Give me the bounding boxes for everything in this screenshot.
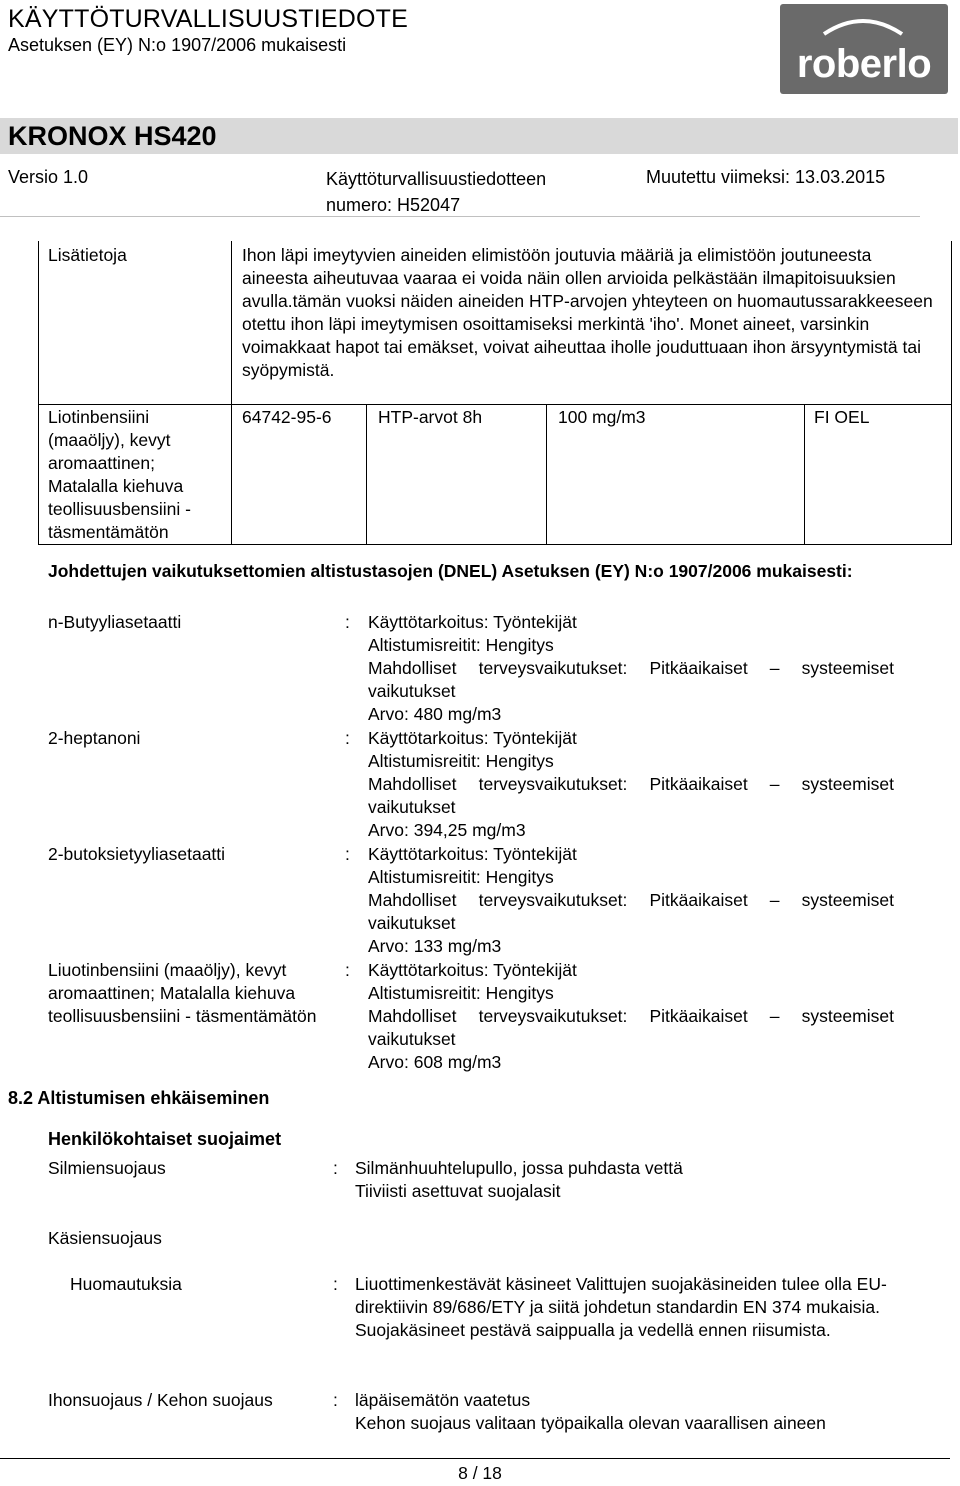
dnel-effects-word: – — [769, 890, 780, 910]
dnel-use-line: Käyttötarkoitus: Työntekijät — [368, 960, 577, 980]
dnel-effects-line — [368, 889, 894, 912]
row2-label: Liotinbensiini (maaöljy), kevyt aromaattinen; Matalalla kiehuva teollisuusbensiini - täsmentämätön — [48, 407, 191, 542]
hand-protection-label: Käsiensuojaus — [48, 1228, 162, 1248]
dnel-effects-word: – — [769, 774, 780, 794]
dnel-value: Arvo: 133 mg/m3 — [368, 936, 502, 956]
table-border-bottom — [38, 544, 952, 545]
dnel-entry-details — [368, 727, 928, 842]
row2-source: FI OEL — [814, 407, 870, 427]
dnel-effects-word: terveysvaikutukset: — [478, 774, 628, 794]
dnel-effects-word: Pitkäaikaiset — [649, 890, 748, 910]
dnel-use-line: Käyttötarkoitus: Työntekijät — [368, 728, 577, 748]
skin-protection-line2: Kehon suojaus valitaan työpaikalla olevan vaarallisen aineen — [355, 1413, 826, 1433]
doc-number — [326, 166, 626, 218]
dnel-use-line: Käyttötarkoitus: Työntekijät — [368, 844, 577, 864]
dnel-substance-name: Liuotinbensiini (maaöljy), kevyt aromaattinen; Matalalla kiehuva teollisuusbensiini - täsmentämätön — [48, 960, 317, 1026]
dnel-colon: : — [345, 612, 350, 632]
dnel-route-line: Altistumisreitit: Hengitys — [368, 867, 554, 887]
eye-protection-line2: Tiiviisti asettuvat suojalasit — [355, 1181, 561, 1201]
skin-protection-colon: : — [333, 1390, 338, 1410]
dnel-effects-line — [368, 773, 894, 796]
dnel-effects-word: terveysvaikutukset: — [478, 890, 628, 910]
dnel-substance-name: n-Butyyliasetaatti — [48, 612, 182, 632]
logo-mark-icon — [820, 14, 906, 38]
remarks-colon: : — [333, 1274, 338, 1294]
doc-number-line2: numero: H52047 — [326, 195, 461, 215]
skin-protection-value — [355, 1389, 935, 1435]
dnel-effects-line — [368, 657, 894, 680]
dnel-effects-tail: vaikutukset — [368, 913, 456, 933]
row1-label: Lisätietoja — [48, 245, 127, 265]
dnel-effects-word: Pitkäaikaiset — [649, 658, 748, 678]
logo-text: roberlo — [796, 42, 932, 86]
document-subtitle: Asetuksen (EY) N:o 1907/2006 mukaisesti — [8, 35, 347, 55]
dnel-substance-name: 2-butoksietyyliasetaatti — [48, 844, 226, 864]
dnel-effects-word: Mahdolliset — [368, 774, 457, 794]
remarks-text: Liuottimenkestävät käsineet Valittujen suojakäsineiden tulee olla EU-direktiivin 89/686/ETY ja siitä johdetun standardin EN 374 mukaisia. Suojakäsineet pestävä saippualla ja vedellä ennen riisumista. — [355, 1274, 887, 1340]
eye-protection-label: Silmiensuojaus — [48, 1158, 166, 1178]
footer-divider — [0, 1458, 950, 1459]
dnel-entry-details — [368, 611, 928, 726]
row1-text: Ihon läpi imeytyvien aineiden elimistöön joutuvia määriä ja elimistöön joutuneesta aineesta aiheutuvaa vaaraa ei voida näin ollen arvioida pelkästään ilmapitoisuuksien avulla.tämän vuoksi näiden aineiden HTP-arvojen yhteyteen on huomautussarakkeeseen otettu ihon läpi imeytymisen osoittamiseksi merkintä 'iho'. Monet aineet, varsinkin voimakkaat hapot tai emäkset, voivat aiheuttaa iholle jouduttuaan ihon ärsyyntymistä tai syöpymistä. — [242, 245, 933, 380]
dnel-use-line: Käyttötarkoitus: Työntekijät — [368, 612, 577, 632]
dnel-effects-word: systeemiset — [801, 1006, 894, 1026]
eye-protection-value — [355, 1157, 915, 1203]
dnel-heading: Johdettujen vaikutuksettomien altistustasojen (DNEL) Asetuksen (EY) N:o 1907/2006 mukaisesti: — [48, 561, 853, 581]
revision-date: Muutettu viimeksi: 13.03.2015 — [646, 167, 886, 187]
dnel-effects-word: systeemiset — [801, 774, 894, 794]
dnel-effects-line — [368, 1005, 894, 1028]
dnel-value: Arvo: 608 mg/m3 — [368, 1052, 502, 1072]
dnel-effects-tail: vaikutukset — [368, 1029, 456, 1049]
table-border-left — [38, 241, 39, 545]
dnel-route-line: Altistumisreitit: Hengitys — [368, 983, 554, 1003]
dnel-value: Arvo: 394,25 mg/m3 — [368, 820, 526, 840]
dnel-effects-tail: vaikutukset — [368, 797, 456, 817]
dnel-effects-word: systeemiset — [801, 658, 894, 678]
ppe-heading: Henkilökohtaiset suojaimet — [48, 1129, 282, 1149]
doc-number-line1: Käyttöturvallisuustiedotteen — [326, 169, 547, 189]
roberlo-logo — [780, 4, 948, 94]
dnel-colon: : — [345, 844, 350, 864]
dnel-effects-word: systeemiset — [801, 890, 894, 910]
product-name: KRONOX HS420 — [8, 121, 217, 151]
table-col-divider-3 — [804, 404, 805, 544]
dnel-substance-name: 2-heptanoni — [48, 728, 141, 748]
section-heading-8-2: 8.2 Altistumisen ehkäiseminen — [8, 1088, 270, 1108]
remarks-label: Huomautuksia — [70, 1274, 182, 1294]
table-divider-label — [231, 241, 232, 545]
page-number: 8 / 18 — [458, 1463, 502, 1483]
dnel-entry-details — [368, 843, 928, 958]
dnel-route-line: Altistumisreitit: Hengitys — [368, 751, 554, 771]
dnel-effects-word: Mahdolliset — [368, 1006, 457, 1026]
table-row-divider — [38, 404, 952, 405]
dnel-effects-word: Pitkäaikaiset — [649, 1006, 748, 1026]
version-label: Versio 1.0 — [8, 167, 89, 187]
dnel-effects-word: terveysvaikutukset: — [478, 1006, 628, 1026]
dnel-entry-details — [368, 959, 928, 1074]
dnel-effects-word: – — [769, 658, 780, 678]
dnel-route-line: Altistumisreitit: Hengitys — [368, 635, 554, 655]
table-col-divider-1 — [366, 404, 367, 544]
dnel-effects-word: Mahdolliset — [368, 890, 457, 910]
dnel-effects-word: Pitkäaikaiset — [649, 774, 748, 794]
eye-protection-colon: : — [333, 1158, 338, 1178]
dnel-effects-word: terveysvaikutukset: — [478, 658, 628, 678]
eye-protection-line1: Silmänhuuhtelupullo, jossa puhdasta vettä — [355, 1158, 683, 1178]
header-divider — [0, 216, 920, 217]
row2-value: 100 mg/m3 — [558, 407, 646, 427]
dnel-effects-word: – — [769, 1006, 780, 1026]
dnel-effects-tail: vaikutukset — [368, 681, 456, 701]
row2-type: HTP-arvot 8h — [378, 407, 483, 427]
dnel-effects-word: Mahdolliset — [368, 658, 457, 678]
table-col-divider-2 — [546, 404, 547, 544]
document-title: KÄYTTÖTURVALLISUUSTIEDOTE — [8, 5, 408, 33]
table-border-right — [951, 241, 952, 545]
dnel-colon: : — [345, 960, 350, 980]
skin-protection-label: Ihonsuojaus / Kehon suojaus — [48, 1390, 273, 1410]
skin-protection-line1: läpäisemätön vaatetus — [355, 1390, 531, 1410]
dnel-colon: : — [345, 728, 350, 748]
row2-cas: 64742-95-6 — [242, 407, 332, 427]
dnel-value: Arvo: 480 mg/m3 — [368, 704, 502, 724]
